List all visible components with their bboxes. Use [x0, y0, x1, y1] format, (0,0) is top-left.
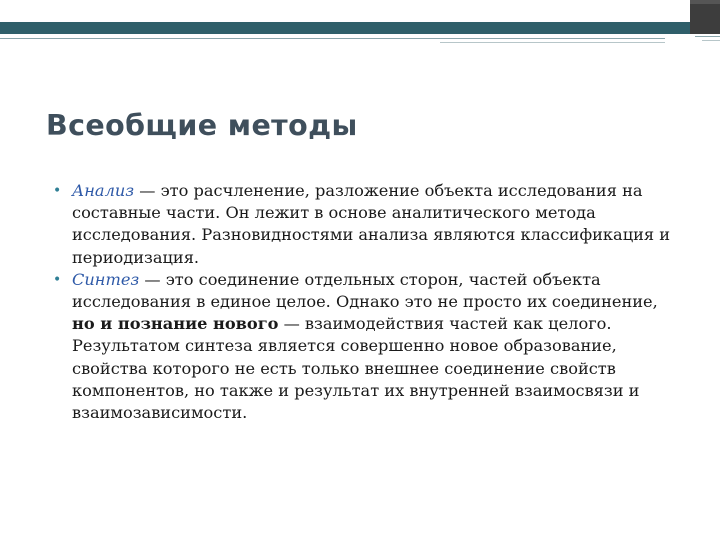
corner-rule-secondary	[702, 40, 720, 41]
slide-title: Всеобщие методы	[46, 109, 358, 142]
definition-synthesis-part1: — это соединение отдельных сторон, частей объекта исследования в единое целое. Однако это не просто их соединение,	[72, 269, 658, 312]
term-synthesis: Синтез	[72, 269, 140, 289]
header-accent-bar	[0, 22, 690, 34]
bullet-list	[52, 180, 684, 424]
corner-block	[690, 0, 720, 34]
definition-synthesis-emphasis: но и познание нового	[72, 314, 279, 334]
corner-rule	[695, 36, 720, 37]
header-rule-secondary	[440, 42, 665, 43]
bullet-icon: •	[53, 183, 62, 199]
bullet-item-analysis	[52, 180, 684, 269]
definition-synthesis-part2: — взаимодействия частей как целого. Результатом синтеза является совершенно новое образование, свойства которого не есть только внешнее соединение свойств компонентов, но также и результат их внутренней взаимосвязи и взаимозависимости.	[72, 314, 640, 423]
corner-block-highlight	[690, 0, 720, 4]
bullet-item-synthesis	[52, 269, 684, 424]
term-analysis: Анализ	[72, 181, 135, 200]
bullet-icon: •	[53, 271, 62, 288]
definition-analysis: — это расчленение, разложение объекта исследования на составные части. Он лежит в основе аналитического метода исследования. Разновидностями анализа являются классификация и периодизация.	[72, 181, 671, 267]
header-rule	[0, 38, 665, 39]
